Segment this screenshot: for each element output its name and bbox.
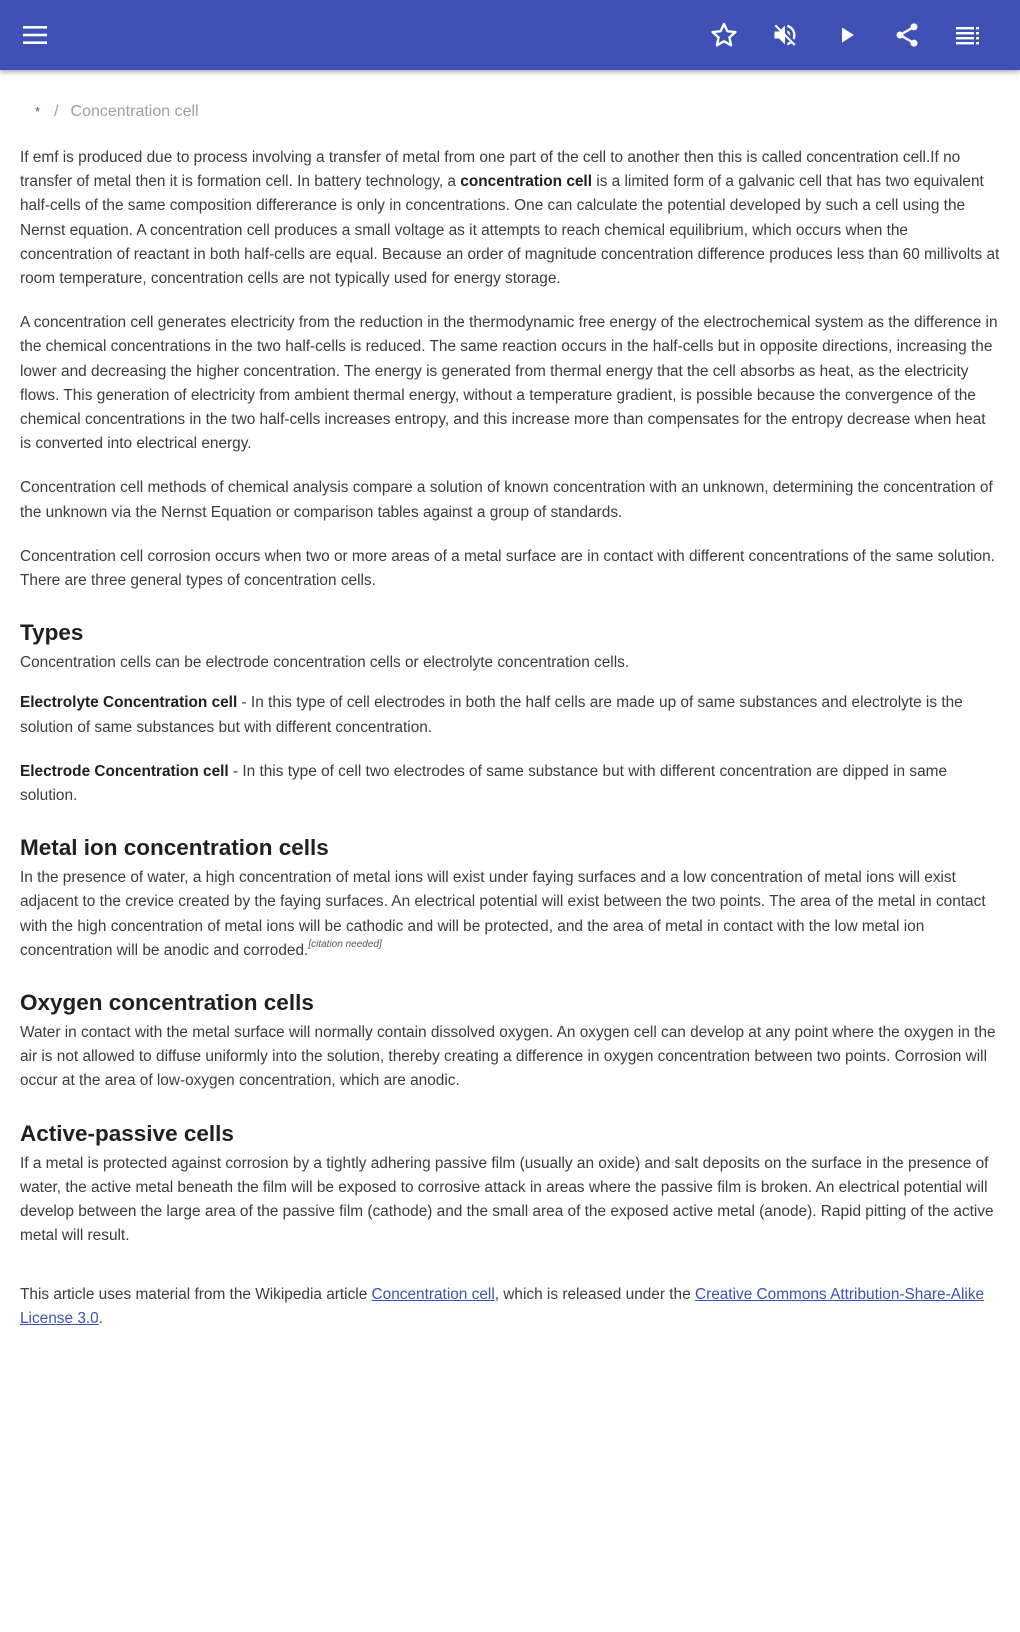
license-link[interactable]: Creative Commons Attribution-Share-Alike License 3.0 xyxy=(20,1285,985,1327)
attribution-suffix: . xyxy=(98,1309,104,1327)
share-button[interactable] xyxy=(883,11,931,59)
volume-off-icon xyxy=(771,21,799,49)
active-passive-paragraph: If a metal is protected against corrosion by a tightly adhering passive film (usually an oxide) and salt deposits on the surface in the presence of water, the active metal beneath the film will be exposed to corrosive attack in areas where the passive film is broken. An electrical potential will develop between the large area of the passive film (cathode) and the small area of the exposed active metal (anode). Rapid pitting of the active metal will result. xyxy=(20,1154,994,1245)
metal-ion-heading: Metal ion concentration cells xyxy=(20,835,329,861)
wikipedia-article-link[interactable]: Concentration cell xyxy=(371,1285,495,1303)
electrolyte-text: - In this type of cell electrodes in both the half cells are made up of same substances and electrolyte is the solution of same substances but with different concentration. xyxy=(20,694,963,736)
intro-p1-text-b: is a limited form of a galvanic cell that has two equivalent half-cells of the same composition differerance is only in concentrations. One can calculate the potential developed by such a cell using the Nernst equation. A concentration cell produces a small voltage as it attempts to reach chemical equilibrium, which occurs when the concentration of reactant in both half-cells are equal. Because an order of magnitude concentration difference produces less than 60 millivolts at room temperature, concentration cells are not typically used for energy storage. xyxy=(20,173,1000,288)
types-heading: Types xyxy=(20,620,84,646)
mute-button[interactable] xyxy=(761,11,809,59)
citation-needed[interactable]: [citation needed] xyxy=(308,938,382,950)
favorite-button[interactable] xyxy=(700,11,748,59)
menu-icon xyxy=(22,25,48,45)
breadcrumb-home[interactable]: * xyxy=(35,104,41,119)
electrolyte-term: Electrolyte Concentration cell xyxy=(20,694,238,712)
electrolyte-paragraph xyxy=(20,691,1000,739)
breadcrumb xyxy=(20,100,1000,124)
metal-ion-paragraph xyxy=(20,866,1000,963)
electrode-paragraph xyxy=(20,760,1000,808)
attribution-middle: , which is released under the xyxy=(494,1285,695,1303)
types-lead: Concentration cells can be electrode concentration cells or electrolyte concentration cells. xyxy=(20,654,630,672)
list-icon xyxy=(954,23,982,47)
breadcrumb-separator: / xyxy=(54,103,59,120)
intro-paragraph-1 xyxy=(20,146,1000,291)
intro-paragraph-3: Concentration cell methods of chemical analysis compare a solution of known concentration with an unknown, determining the concentration of the unknown via the Nernst Equation or comparison tables against a group of standards. xyxy=(20,479,993,521)
menu-button[interactable] xyxy=(11,11,59,59)
active-passive-heading: Active-passive cells xyxy=(20,1120,234,1146)
contents-button[interactable] xyxy=(944,11,992,59)
intro-paragraph-4: Concentration cell corrosion occurs when two or more areas of a metal surface are in contact with different concentrations of the same solution. There are three general types of concentration cells. xyxy=(20,547,995,590)
article-content xyxy=(20,100,1000,1351)
electrode-text: - In this type of cell two electrodes of same substance but with different concentration are dipped in same solution. xyxy=(20,762,948,805)
play-icon xyxy=(835,23,859,47)
intro-p1-text-a: If emf is produced due to process involving a transfer of metal from one part of the cell to another then this is called concentration cell.If no transfer of metal then it is formation cell. In battery technology, a xyxy=(20,149,961,191)
intro-p1-bold: concentration cell xyxy=(460,173,592,191)
share-icon xyxy=(893,21,921,49)
electrode-term: Electrode Concentration cell xyxy=(20,762,229,780)
play-button[interactable] xyxy=(823,11,871,59)
intro-paragraph-2: A concentration cell generates electricity from the reduction in the thermodynamic free energy of the electrochemical system as the difference in the chemical concentrations in the two half-cells is reduced. The same reaction occurs in the half-cells but in opposite directions, increasing the lower and decreasing the higher concentration. The energy is generated from thermal energy that the cell absorbs as heat, as the electricity flows. This generation of electricity from ambient thermal energy, without a temperature gradient, is possible because the convergence of the chemical concentrations in the two half-cells increases entropy, and this increase more than compensates for the entropy decrease when heat is converted into electrical energy. xyxy=(20,314,998,453)
metal-ion-text: In the presence of water, a high concentration of metal ions will exist under faying surfaces and a low concentration of metal ions will exist adjacent to the crevice created by the faying surfaces. An electrical potential will exist between the two points. The area of the metal in contact with the high concentration of metal ions will be cathodic and will be protected, and the area of metal in contact with the low metal ion concentration will be anodic and corroded. xyxy=(20,869,986,959)
oxygen-paragraph: Water in contact with the metal surface will normally contain dissolved oxygen. An oxygen cell can develop at any point where the oxygen in the air is not allowed to diffuse uniformly into the solution, thereby creating a difference in oxygen concentration between two points. Corrosion will occur at the area of low-oxygen concentration, which are anodic. xyxy=(20,1024,996,1090)
attribution-prefix: This article uses material from the Wikipedia article xyxy=(20,1285,372,1303)
attribution xyxy=(20,1283,1000,1331)
oxygen-heading: Oxygen concentration cells xyxy=(20,990,314,1016)
breadcrumb-current: Concentration cell xyxy=(70,103,199,120)
app-bar xyxy=(0,0,1020,70)
star-outline-icon xyxy=(710,21,738,49)
